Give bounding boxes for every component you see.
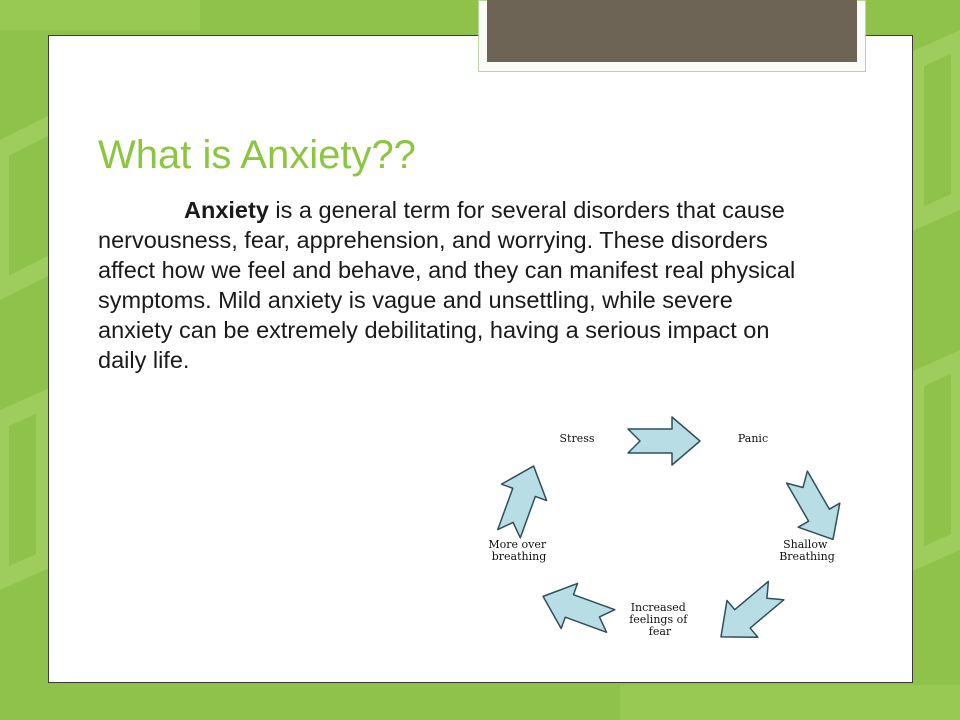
stage-label-panic: Panic [737, 432, 769, 445]
slide-title: What is Anxiety?? [98, 133, 416, 177]
arrow-more-to-stress [486, 458, 556, 542]
stage-label-more-over-breathing: More over breathing [488, 538, 547, 563]
arrow-shallow-to-fear [706, 572, 792, 650]
arrow-fear-to-more [535, 574, 619, 644]
anxiety-cycle-diagram [470, 415, 860, 650]
arrow-stress-to-panic [628, 417, 700, 465]
header-tab [487, 0, 857, 62]
stage-label-increased-fear: Increased feelings of fear [629, 601, 688, 638]
stage-label-shallow-breathing: Shallow Breathing [779, 538, 835, 563]
body-rest-text: is a general term for several disorders that cause nervousness, fear, apprehension, and worrying. These disorders affect how we feel and behave, and they can manifest real physical symptoms. Mild anxiety is vague and unsettling, while severe anxiety can be extremely debilitating, having a serious impact on daily life. [98, 197, 796, 373]
stage-label-stress: Stress [559, 432, 595, 445]
body-lead-term: Anxiety [184, 197, 269, 223]
slide-body-text [98, 195, 798, 375]
